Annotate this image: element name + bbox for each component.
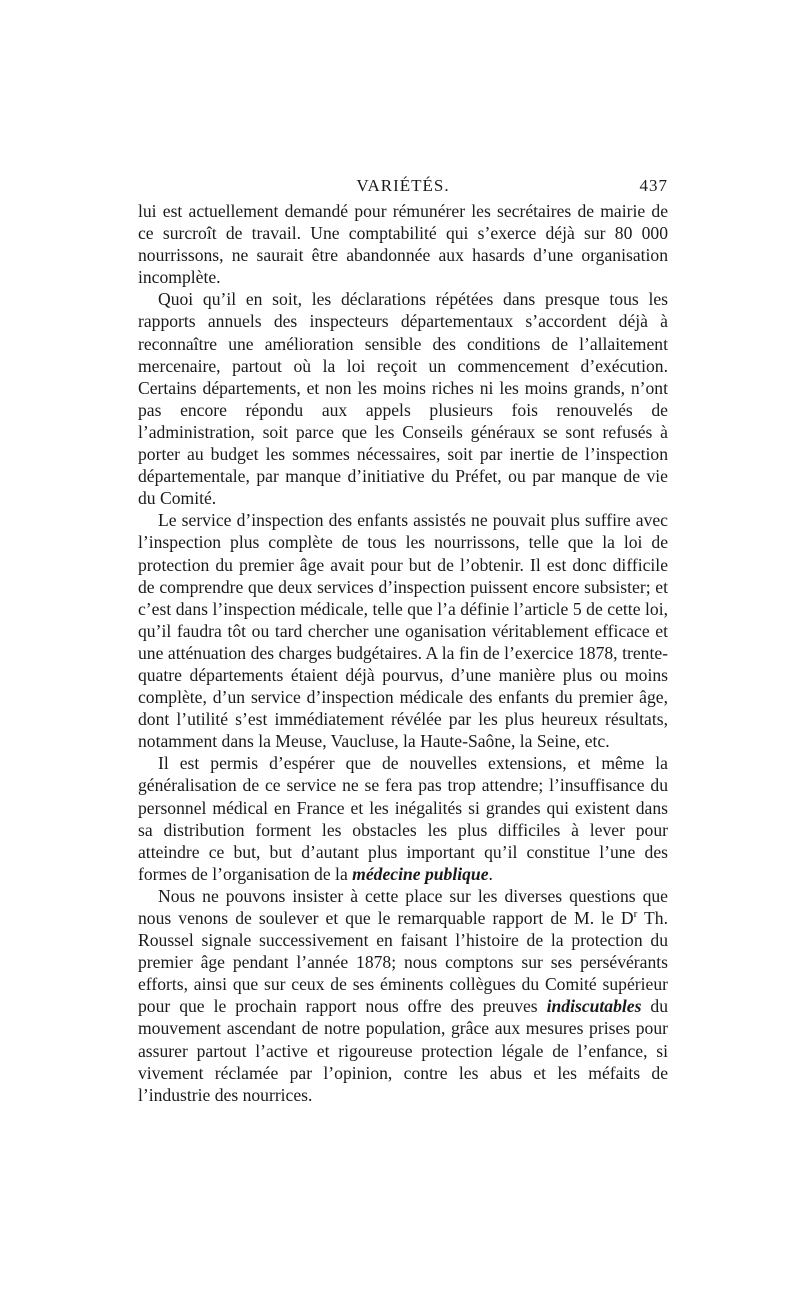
paragraph-text: Th. Roussel signale successivement en faisant l’histoire de la protection du premier âge pendant l’année 1878; nous comptons sur ses persévérants efforts, ainsi que sur ceux de ses éminents collègues du Comité supérieur pour que le prochain rapport nous offre des preuves: [138, 908, 669, 1017]
paragraph-text: Il est permis d’espérer que de nouvelles extensions, et même la généralisation de ce service ne se fera pas trop attendre; l’insuffisance du personnel médical en France et les inégalités si grandes qui existent dans sa distribution forment les obstacles les plus difficiles à lever pour atteindre ce but, but d’autant plus important qu’il constitue l’une des formes de l’organisation de la: [138, 753, 668, 884]
paragraph-text: lui est actuellement demandé pour rémunérer les secrétaires de mairie de ce surcroît de travail. Une comptabilité qui s’exerce déjà sur 80 000 nourrissons, ne saurait être abandonnée aux hasards d’une organisation incomplète.: [138, 201, 668, 288]
superscript-text: r: [633, 908, 638, 921]
paragraph-1: [138, 200, 668, 288]
emphasis-text: indiscutables: [546, 996, 642, 1017]
paragraph-text: du mouvement ascendant de notre population, grâce aux mesures prises pour assurer partout l’active et rigoureuse protection légale de l’enfance, si vivement réclamée par l’opinion, contre les abus et les méfaits de l’industrie des nourrices.: [138, 996, 669, 1105]
paragraph-text: .: [488, 863, 493, 884]
running-title: VARIÉTÉS.: [356, 176, 450, 195]
paragraph-4: [138, 752, 668, 885]
paragraph-2: [138, 288, 668, 509]
book-page: [138, 176, 668, 1106]
paragraph-3: [138, 509, 668, 752]
running-header: [138, 176, 668, 200]
paragraph-5: [138, 885, 668, 1106]
paragraph-text: Le service d’inspection des enfants assistés ne pouvait plus suffire avec l’inspection plus complète de tous les nourrissons, telle que la loi de protection du premier âge avait pour but de l’obtenir. Il est donc difficile de comprendre que deux services d’inspection puissent encore subsister; et c’est dans l’inspection médicale, telle que l’a définie l’article 5 de cette loi, qu’il faudra tôt ou tard chercher une oganisation véritablement efficace et une atténuation des charges budgétaires. A la fin de l’exercice 1878, trente-quatre départements étaient déjà pourvus, d’une manière plus ou moins complète, d’un service d’inspection médicale des enfants du premier âge, dont l’utilité s’est immédiatement révélée par les plus heureux résultats, notamment dans la Meuse, Vaucluse, la Haute-Saône, la Seine, etc.: [138, 510, 668, 752]
paragraph-text: Quoi qu’il en soit, les déclarations répétées dans presque tous les rapports annuels des inspecteurs départementaux s’accordent déjà à reconnaître une amélioration sensible des conditions de l’allaitement mercenaire, partout où la loi reçoit un commencement d’exécution. Certains départements, et non les moins riches ni les moins grands, n’ont pas encore répondu aux appels plusieurs fois renouvelés de l’administration, soit parce que les Conseils généraux se sont refusés à porter au budget les sommes nécessaires, soit par inertie de l’inspection départementale, par manque d’initiative du Préfet, ou par manque de vie du Comité.: [138, 289, 668, 509]
emphasis-text: médecine publique: [352, 863, 489, 884]
paragraph-text: Nous ne pouvons insister à cette place sur les diverses questions que nous venons de soulever et que le remarquable rapport de M. le D: [138, 885, 668, 928]
body-text: [138, 200, 668, 1106]
page-number: 437: [639, 176, 668, 195]
